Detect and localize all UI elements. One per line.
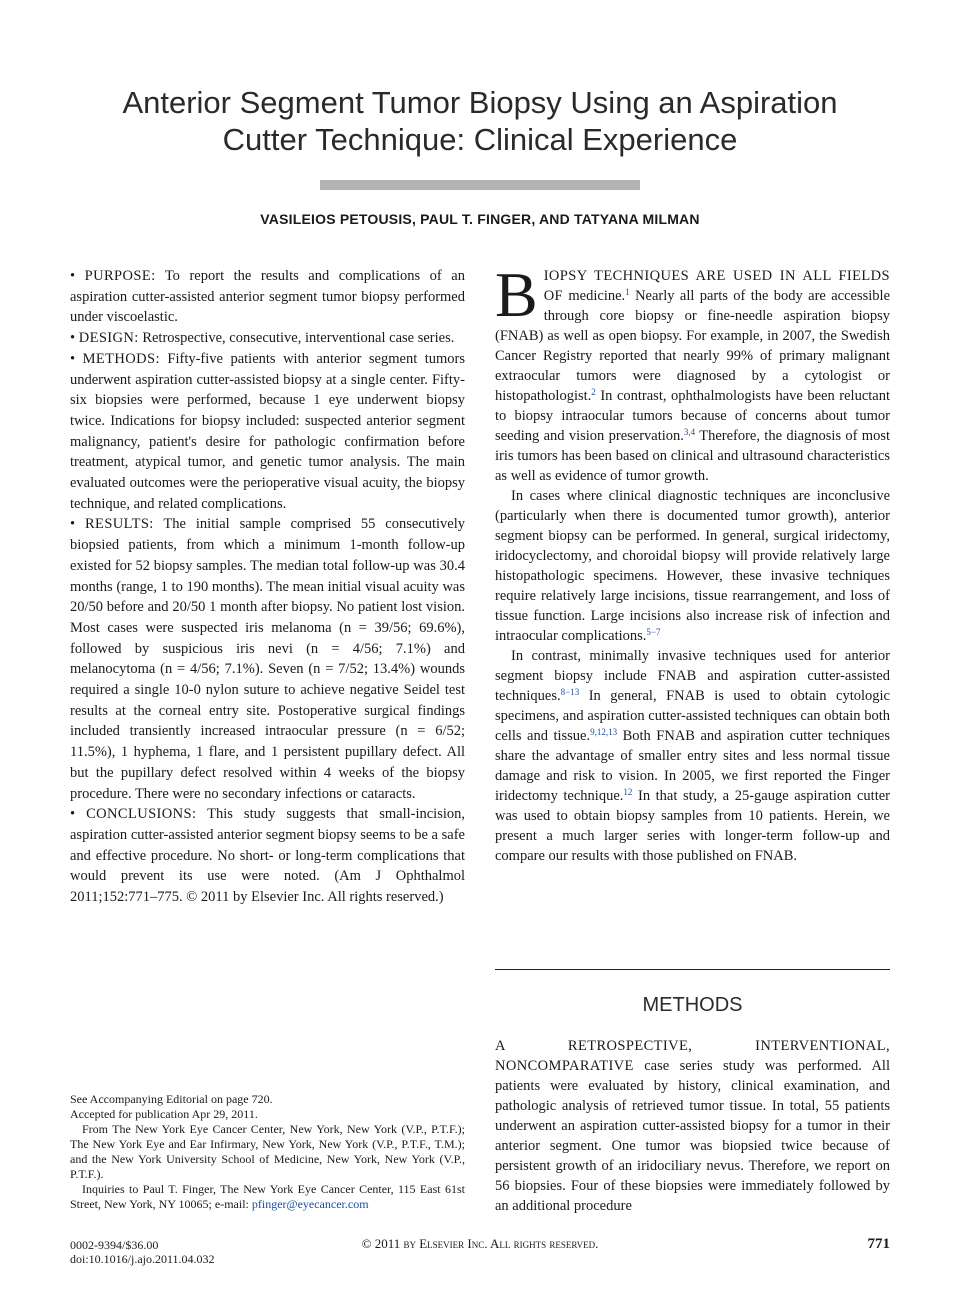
citation-link[interactable]: 8−13 bbox=[560, 687, 580, 697]
results-label: RESULTS: bbox=[84, 516, 154, 533]
abstract-methods: • METHODS: Fifty-five patients with anterior segment tumors underwent aspiration cutter-assisted biopsy at a single center. Fifty-six biopsies were performed, because 1 eye underwent biopsy twice. Indications for biopsy included: suspected anterior segment malignancy, patient's desire for pathologic confirmation before treatment, atypical tumor, and genetic tumor analysis. The main evaluated outcomes were the perioperative visual acuity, the biopsy technique, and related complications. bbox=[70, 350, 466, 512]
abstract bbox=[70, 266, 465, 908]
footer-copyright: © 2011 by Elsevier Inc. All rights reserved. bbox=[361, 1236, 599, 1251]
methods-paragraph: A RETROSPECTIVE, INTERVENTIONAL, NONCOMPARATIVE case series study was performed. All patients were evaluated by history, clinical examination, and pathologic analysis of retrieved tumor tissue. In total, 55 patients underwent an aspiration cutter-assisted biopsy for a tumor in their anterior segment. One tumor was biopsied twice because of persistent growth of an iridociliary nevus. Therefore, we report on 56 biopsies. Four of these biopsies were immediately followed by an additional procedure bbox=[495, 1038, 890, 1214]
article-title bbox=[70, 84, 890, 158]
introduction bbox=[495, 259, 891, 866]
email-link[interactable]: pfinger@eyecancer.com bbox=[251, 1197, 369, 1211]
inquiries-note: Inquiries to Paul T. Finger, The New York Eye Cancer Center, 115 East 61st Street, New York, NY 10065; e-mail: pfinger@eyecancer.com bbox=[70, 1182, 465, 1211]
author-list: VASILEIOS PETOUSIS, PAUL T. FINGER, AND TATYANA MILMAN bbox=[260, 211, 700, 227]
abstract-design: • DESIGN: Retrospective, consecutive, interventional case series. bbox=[70, 330, 455, 347]
article-notes bbox=[70, 1092, 465, 1212]
citation-link[interactable]: 3,4 bbox=[683, 427, 696, 437]
title-line-2: Cutter Technique: Clinical Experience bbox=[222, 122, 738, 157]
abstract-conclusions: • CONCLUSIONS: This study suggests that small-incision, aspiration cutter-assisted anterior segment biopsy seems to be a safe and effective procedure. No short- or long-term complications that would prevent its use were noted. (Am J Ophthalmol 2011;152:771–775. © 2011 by Elsevier Inc. All rights reserved.) bbox=[70, 806, 465, 906]
intro-paragraph-1: BIOPSY TECHNIQUES ARE USED IN ALL FIELDS OF medicine.$^1$ Nearly all parts of the body are accessible through core biopsy or fine-needle aspiration biopsy (FNAB) as well as open biopsy. For example, in 2007, the Swedish Cancer Registry reported that nearly 99% of primary malignant extraocular tumors were diagnosed by a cytologist or histopathologist.$^2$ In contrast, ophthalmologists have been reluctant to biopsy intraocular tumors because of concerns about tumor seeding and vision preservation.$^{3,4}$ Therefore, the diagnosis of most iris tumors has been based on clinical and ultrasound characteristics as well as evidence of tumor growth. bbox=[495, 259, 891, 484]
methods-section bbox=[495, 1036, 890, 1216]
purpose-label: PURPOSE: bbox=[84, 268, 156, 284]
design-label: DESIGN: bbox=[78, 330, 139, 347]
citation-link[interactable]: 1 bbox=[625, 287, 630, 297]
abstract-results: • RESULTS: The initial sample comprised 55 consecutively biopsied patients, from which a minimum 1-month follow-up existed for 52 biopsy samples. The median total follow-up was 30.4 months (range, 1 to 190 months). The mean initial visual acuity was 20/50 before and 20/50 1 month after biopsy. No patient lost vision. Most cases were suspected iris melanoma (n = 39/56; 69.6%), followed by suspicious iris nevi (n = 4/56; 7.1%) and melanocytoma (n = 4/56; 7.1%). Seven (n = 7/52; 13.4%) wounds required a single 10-0 nylon suture to achieve negative Seidel test results at the corneal entry site. Postoperative surgical findings included transiently increased intraocular pressure (n = 6/52; 11.5%), 1 hyphema, 1 flare, and 1 persistent pupillary defect. All but the pupillary defect resolved within 4 weeks of the biopsy procedure. There were no secondary infections or cataracts. bbox=[70, 516, 465, 802]
conclusions-label: CONCLUSIONS: bbox=[86, 806, 197, 823]
issn-price: 0002-9394/$36.00 bbox=[70, 1238, 159, 1252]
title-divider bbox=[320, 180, 640, 190]
page-number: 771 bbox=[867, 1236, 890, 1252]
methods-heading: METHODS bbox=[642, 994, 743, 1016]
section-divider bbox=[495, 969, 890, 970]
intro-paragraph-2: In cases where clinical diagnostic techniques are inconclusive (particularly when there is documented tumor growth), anterior segment biopsy can be performed. In general, surgical iridectomy, iridocyclectomy, and choroidal biopsy will provide relatively large histopathologic specimens. However, these invasive techniques require relatively large incisions, tissue rearrangement, and loss of tissue function. Large incisions also increase risk of infection and intraocular complications.$^{5-7}$ bbox=[495, 488, 890, 644]
accepted-note: Accepted for publication Apr 29, 2011. bbox=[70, 1107, 258, 1121]
citation-link[interactable]: 12 bbox=[623, 787, 633, 797]
citation-link[interactable]: 2 bbox=[591, 387, 596, 397]
citation-link[interactable]: 9,12,13 bbox=[590, 727, 618, 737]
citation-link[interactable]: 5−7 bbox=[646, 627, 661, 637]
affiliations-note: From The New York Eye Cancer Center, New York, New York (V.P., P.T.F.); The New York Eye and Ear Infirmary, New York, New York (V.P., P.T.F., T.M.); and the New York University School of Medicine, New York, New York (V.P., P.T.F.). bbox=[70, 1122, 465, 1181]
title-line-1: Anterior Segment Tumor Biopsy Using an Aspiration bbox=[122, 85, 838, 120]
doi[interactable]: doi:10.1016/j.ajo.2011.04.032 bbox=[70, 1252, 215, 1266]
methods-label: METHODS: bbox=[82, 350, 160, 367]
abstract-purpose: • PURPOSE: To report the results and complications of an aspiration cutter-assisted anterior segment tumor biopsy performed under viscoelastic. bbox=[70, 268, 465, 326]
drop-cap: B bbox=[495, 259, 538, 330]
intro-paragraph-3: In contrast, minimally invasive techniques used for anterior segment biopsy include FNAB and aspiration cutter-assisted techniques.$^{8-13}$ In general, FNAB is used to obtain cytologic specimens, and aspiration cutter-assisted techniques can obtain both cells and tissue.$^{9,12,13}$ Both FNAB and aspiration cutter techniques share the advantage of smaller entry sites and less normal tissue damage and risk to vision. In 2005, we first reported the Finger iridectomy technique.$^{12}$ In that study, a 25-gauge aspiration cutter was used to obtain biopsy samples from 10 patients. Herein, we present a much larger series with longer-term follow-up and compare our results with those published on FNAB. bbox=[495, 648, 890, 864]
editorial-note: See Accompanying Editorial on page 720. bbox=[70, 1092, 273, 1106]
footer-identifiers bbox=[70, 1238, 215, 1266]
